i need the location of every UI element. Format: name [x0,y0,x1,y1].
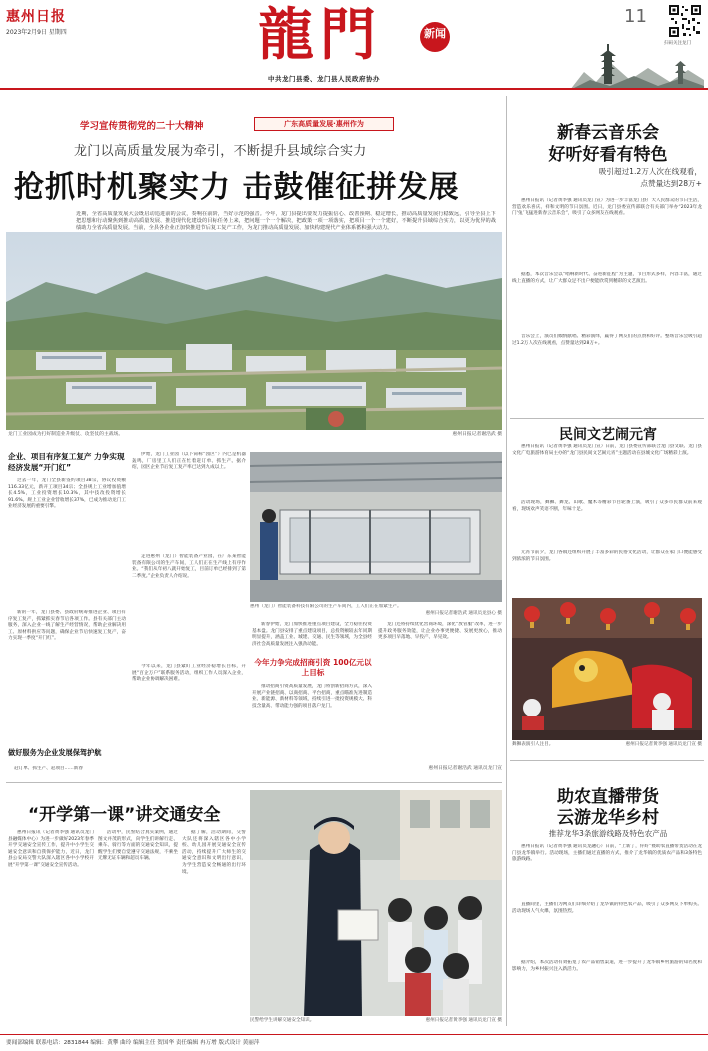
police-photo [250,790,502,1016]
police-photo-credit: 惠州日报记者黄李强 通讯员龙门宣 摄 [425,1018,502,1023]
lion-dance-photo [512,598,702,740]
article-b-para-1: 伊始，龙门工业园（以下简称“园区”）内已是机器轰鸣，厂房里工人们正在忙着赶订单、抓生产。据介绍，园区企业节后复工复产率已达到九成以上。 [132,452,246,471]
lion-dance-credit: 惠州日报记者黄李强 通讯员龙门宣 摄 [625,742,702,747]
livestream-para-2: 直播间里，主播们为网友们详细介绍了龙华镇的特色农产品，吸引了众多网友下单购买。活动现场人气火爆，氛围热烈。 [512,902,702,914]
footer-rule [0,1034,708,1035]
traffic-col-2: 活动中，民警结合真实案例，通过图文并茂的形式，向学生们讲解行走、乘车、骑行等方面的交通安全知识，提醒学生们要自觉遵守交通法规，不乘坐无牌无证车辆和超员车辆。 [98,830,178,862]
folk-headline: 民间文艺闹元宵 [559,427,657,443]
article-b-para-3: 今年以来，龙门县紧盯工业经济稳增长目标，开展“百企万户”联系服务活动，组织工作人员深入企业，帮助企业协调解决困难。 [132,664,246,683]
right-divider-2 [510,760,704,761]
folk-para-1: 惠州日报讯（记者黄李强 通讯员龙门宣）日前，龙门县委宣传部联合龙门县文联、龙门县文化广电旅游体育局主办的“龙门县民间文艺闹元宵”主题活动在县城文化广场精彩上演。 [512,444,702,456]
page-title: 龍門 [258,2,382,68]
livestream-para-1: 惠州日报讯（记者黄李强 通讯员龙融心）日前，“上新了，你好”暨助农直播带货活动在龙门县龙华镇举行。活动现场，主播们通过直播的方式，推介了龙华镇的优质农产品和3条特色旅游线路。 [512,844,702,863]
aerial-photo-caption: 龙门工业园成为打好制造业升级仗、攻坚仗的主战场。 [8,432,124,437]
article-a-tail-head: 做好服务为企业发展保驾护航 [8,748,102,757]
music-para-3: 音乐会上，演员们倾情献唱、精彩演绎，赢得了网友们的点赞和好评。整场音乐会吸引超过1.2万人次在线观看，点赞量达到28万+。 [512,334,702,346]
right-divider-1 [510,418,704,419]
issue-date: 2023年2月9日 星期四 [6,29,67,36]
article-a-subhead: 企业、项目有序复工复产 力争实现经济发展“开门红” [8,452,125,472]
footer-credits: 要闻部编辑 联系电话：2831844 编辑：黄攀 曲玲 编辑主任 贺国华 责任编辑 冉万增 版式设计 黄丽萍 [6,1040,260,1046]
article-c-credit: 惠州日报记者谢浩武 通讯员龙门宣 [428,766,502,771]
police-photo-caption: 民警给学生讲解交通安全知识。 [250,1018,315,1023]
page-number: 11 [624,6,647,27]
pagoda-illustration [570,42,704,90]
lion-dance-caption: 舞狮表演引人注目。 [512,742,554,747]
article-c-subhead: 今年力争完成招商引资 100亿元以上目标 [254,658,372,677]
article-a-para-2: 新的一年，龙门县委、县政府统筹推进企业、项目有序复工复产，抓紧抓实春节后各项工作。县有关部门主动服务，深入企业一线了解生产经营情况，帮助企业解决用工、原材料供应等问题，确保企业节后快速复工复产，奋力实现一季度“开门红”。 [8,610,126,642]
music-para-2: 据悉，本次音乐会以“唱响新时代、奋进新征程”为主题，节目形式多样，内容丰富，通过线上直播的方式，让广大群众足不出户便能欣赏到精彩的文艺演出。 [512,272,702,284]
lead-subtitle: 龙门以高质量发展为牵引，不断提升县域综合实力 [74,144,367,159]
article-a-para-1: 过去一年，龙门全县新签约项目38宗，协议投资额116.33亿元，新开工项目34宗；全县规上工业增加值增长4.5%，工业投资增长10.3%，其中技改投资增长91.6%。规上工业企业营收增长37%，已成为推动龙门工业经济发展的重要引擎。 [8,478,126,510]
music-sub-1: 吸引超过1.2万人次在线观看， [598,167,702,176]
music-para-1: 惠州日报讯（记者黄李强 通讯员龙门宣）为进一步丰富龙门县广大人民群众的节日生活，营造欢乐喜庆、祥和文明的节日氛围。近日，龙门县委宣传部联合有关部门举办“2023年龙门‘兔’飞猛进新春云音乐会”，吸引了众多网友在线观看。 [512,198,702,217]
banner-left-text: 学习宣传贯彻党的二十大精神 [80,121,204,132]
banner-left [80,118,250,132]
traffic-headline: “开学第一课”讲交通安全 [28,805,221,825]
section-label: 新闻 [424,27,446,40]
article-a-tail-text: 赶订单、抓生产、赶项目……新春 [14,766,83,771]
livestream-headline-1: 助农直播带货 [557,787,659,807]
music-headline-1: 新春云音乐会 [557,123,659,143]
music-sub-2: 点赞量达到28万+ [640,179,702,188]
right-column-divider [506,96,507,1026]
masthead [0,0,708,92]
aerial-photo-credit: 惠州日报记者谢浩武 摄 [452,432,502,437]
folk-para-2: 活动现场，舞狮、舞龙、山歌、魔术等精彩节目轮番上演，吸引了众多市民群众前来观看，现场欢声笑语不断，年味十足。 [512,500,702,512]
article-c-para-2: 龙门还将持续优化营商环境，深化“放管服”改革，进一步提升政务服务效能，让企业办事更便捷、发展更放心，推动更多项目早落地、早投产、早见效。 [378,622,502,641]
factory-photo-caption: 惠州（龙门）智能装备科技有限公司的生产车间内，工人们正在加紧生产。 [250,604,402,609]
article-c-para-1: 推动招商引资高质量发展，龙门将创新招商方式，深入开展产业链招商、以商招商、平台招商，重点瞄准先进制造业、新能源、新材料等领域，持续引进一批投资规模大、科技含量高、带动能力强的项目落户龙门。 [252,684,372,709]
folk-para-3: 元宵节前夕，龙门各镇还组织开展了丰富多彩的民俗文化活动，让群众在家门口便能感受到浓浓的节日氛围。 [512,550,702,562]
traffic-col-1: 惠州日报讯（记者黄李强 通讯员龙门县融媒体中心）为进一步做好2023年春季开学交通安全宣传工作，提升中小学生交通安全意识和自我保护能力，近日，龙门县公安局交警大队深入辖区各中小学校开展“开学第一课”交通安全宣传活动。 [8,830,94,868]
section-divider [6,782,502,783]
aerial-photo [6,232,502,430]
lead-intro: 近期，全省高质量发展大会既启动追进前的会议，奏响在前阶，当好示范的强音。今年，龙门县提出要发力提振信心、改善预期、稳定增长，推动高质量发展行稳致远，引导全县上下把思想和行动聚焦到推动高质量发展、推进现代化建设的目标任务上来，把问题一个一个解决，把政策一项一项落实，把项目一个一个建好，不断提升县域综合实力，以更为优异的战绩助力全省高质量发展。当前，全县各企业正加快推进节后复工复产工作，为龙门推动高质量发展、加快构建现代产业体系蓄积强大动力。 [76,211,496,232]
masthead-rule [0,88,708,90]
factory-photo-credit: 惠州日报记者谢浩武 通讯员龙县心 摄 [425,611,502,616]
paper-name: 惠州日报 [6,9,66,25]
livestream-headline-2: 云游龙华乡村 [557,808,659,828]
qr-caption: 扫码关注龙门 [664,41,691,46]
banner-right-text: 广东高质量发展·惠州作为 [284,120,364,128]
factory-photo [250,452,502,602]
banner-right [254,117,394,131]
article-c-continuation: 新春伊始，龙门加快推进重点项目建设，全力稳住投资基本盘。龙门县安排了重点建设项目，总投资额较去年同期明显提升，涵盖工业、城建、交通、民生等领域，为全县经济社会高质量发展注入强劲动能。 [252,622,372,647]
article-b-para-2: 走进惠州（龙门）智能装备产业园，在广东某智能装备有限公司的生产车间，工人们正在生产线上有序作业。“我们从年初八就开始复工，目前订单已经排到了第二季度。”企业负责人介绍说。 [132,554,246,579]
livestream-para-3: 据介绍，本次活动有效拓宽了农产品销售渠道，进一步提升了龙华镇乡村旅游的知名度和影响力，为乡村振兴注入新活力。 [512,960,702,972]
host-line: 中共龙门县委、龙门县人民政府协办 [268,75,380,83]
qr-code [668,4,702,38]
livestream-sub: 推荐龙华3条旅游线路及特色农产品 [548,829,668,838]
music-headline-2: 好听好看有特色 [548,145,668,165]
traffic-col-3: 据了解，活动期间，交警大队还将深入辖区各中小学校、幼儿园开展交通安全宣传活动，持续提升广大师生的交通安全意识和文明出行意识，为学生营造安全畅通的出行环境。 [182,830,246,875]
lead-headline: 抢抓时机聚实力 击鼓催征拼发展 [14,170,460,205]
